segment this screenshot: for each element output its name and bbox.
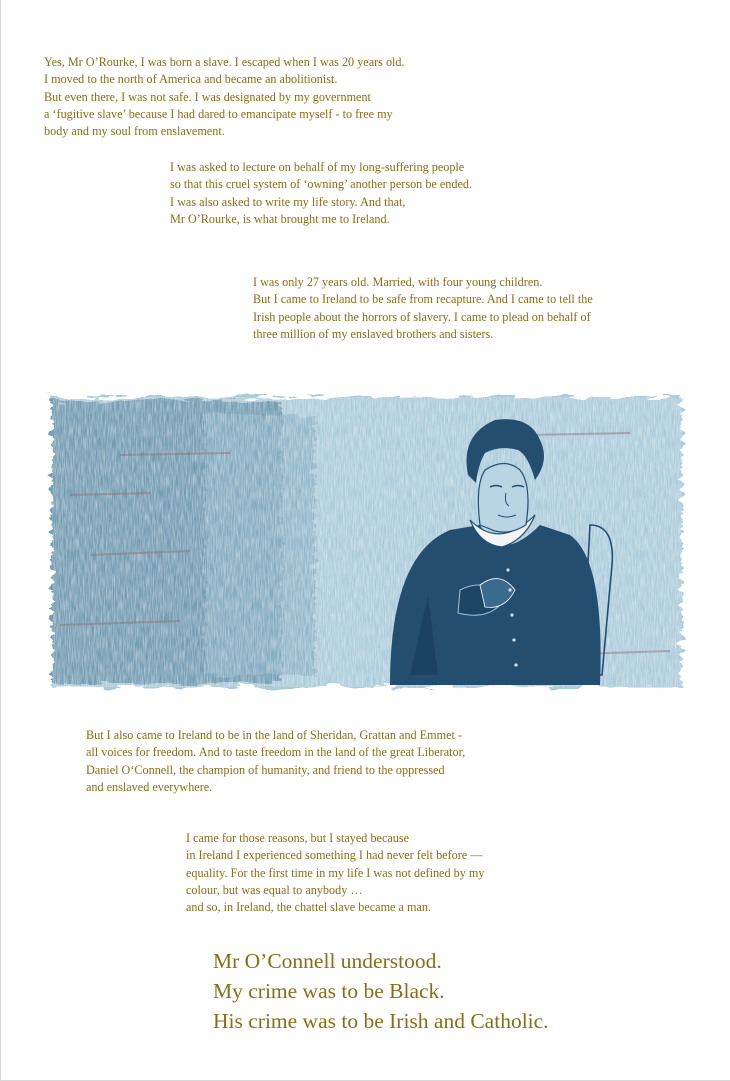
text-line: I was asked to lecture on behalf of my long-suffering people xyxy=(170,160,465,174)
text-line: so that this cruel system of ‘owning’ another person be ended. xyxy=(170,177,473,192)
text-line: body and my soul from enslavement. xyxy=(44,124,225,139)
pull-quote xyxy=(213,946,549,1036)
text-line: But even there, I was not safe. I was designated by my government xyxy=(44,89,371,104)
text-line: all voices for freedom. And to taste freedom in the land of the great Liberator, xyxy=(86,745,466,760)
text-line: Daniel O‘Connell, the champion of humanity, and friend to the oppressed xyxy=(86,762,445,777)
pull-quote-line: His crime was to be Irish and Catholic. xyxy=(213,1009,549,1033)
paragraph-lecture xyxy=(170,159,472,228)
text-line: I moved to the north of America and became an abolitionist. xyxy=(44,72,338,87)
pull-quote-line: Mr O’Connell understood. xyxy=(213,949,442,973)
paragraph-escape xyxy=(44,54,405,140)
text-line: But I came to Ireland to be safe from recapture. And I came to tell the xyxy=(253,292,593,307)
text-line: a ‘fugitive slave’ because I had dared to emancipate myself - to free my xyxy=(44,106,393,121)
text-line: and so, in Ireland, the chattel slave became a man. xyxy=(186,900,431,915)
paragraph-equality xyxy=(186,830,484,916)
text-line: I came for those reasons, but I stayed because xyxy=(186,831,410,845)
pull-quote-line: My crime was to be Black. xyxy=(213,979,445,1003)
text-line: Yes, Mr O’Rourke, I was born a slave. I escaped when I was 20 years old. xyxy=(44,55,405,69)
text-line: three million of my enslaved brothers and sisters. xyxy=(253,326,494,341)
paragraph-age xyxy=(253,274,593,343)
text-line: Irish people about the horrors of slavery. I came to plead on behalf of xyxy=(253,309,591,324)
text-line: Mr O’Rourke, is what brought me to Ireland. xyxy=(170,211,390,226)
text-line: But I also came to Ireland to be in the land of Sheridan, Grattan and Emmet - xyxy=(86,728,463,742)
text-line: equality. For the first time in my life I was not defined by my xyxy=(186,865,485,880)
text-line: and enslaved everywhere. xyxy=(86,779,213,794)
portrait-illustration xyxy=(30,375,702,697)
text-line: I was only 27 years old. Married, with four young children. xyxy=(253,275,543,289)
paragraph-liberator xyxy=(86,727,465,796)
text-line: I was also asked to write my life story. And that, xyxy=(170,194,406,209)
text-line: in Ireland I experienced something I had never felt before — xyxy=(186,848,483,863)
text-line: colour, but was equal to anybody … xyxy=(186,882,363,897)
seated-man-portrait-icon xyxy=(30,375,702,697)
